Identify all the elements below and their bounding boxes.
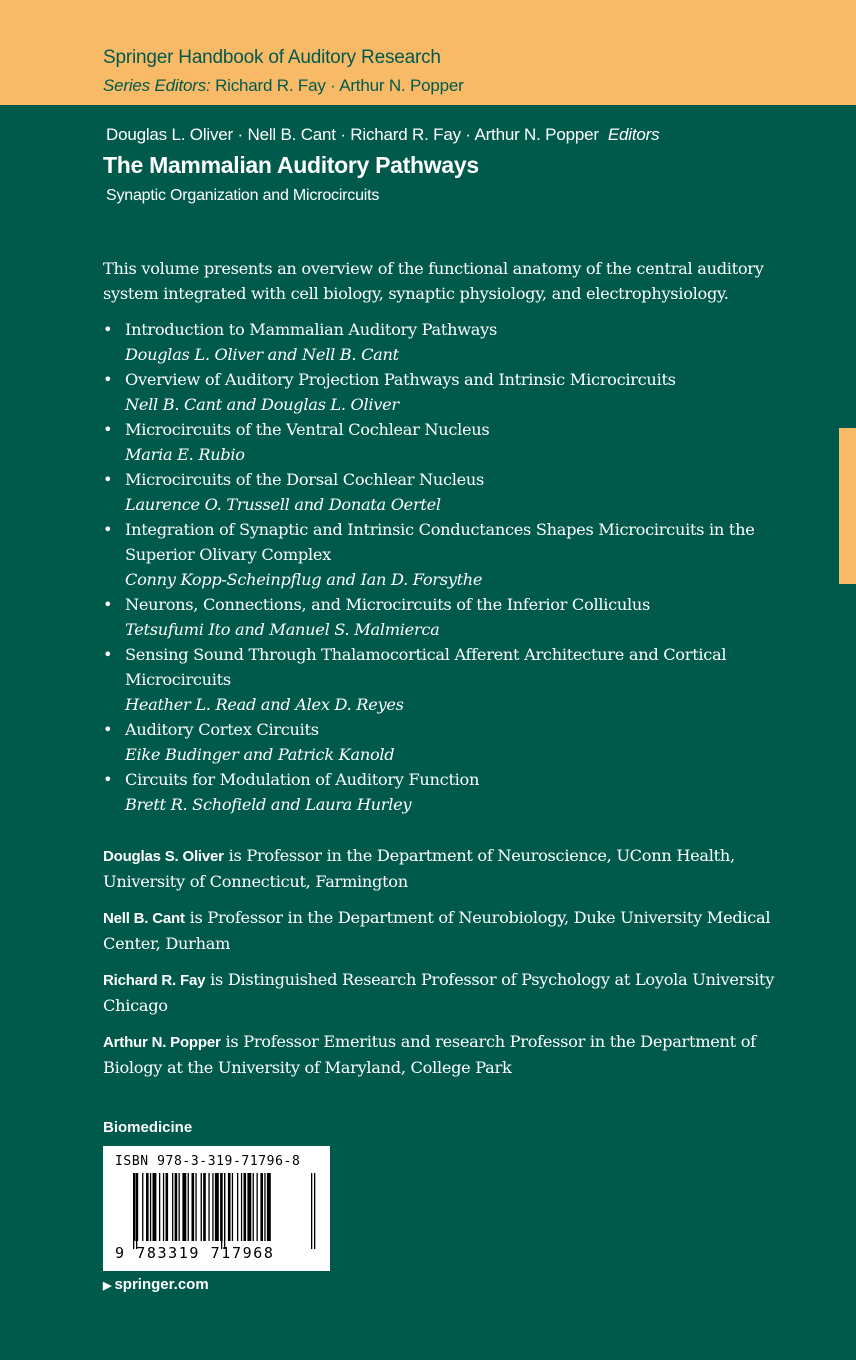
- side-color-tab: [839, 428, 856, 584]
- bio-fay: [103, 967, 803, 1018]
- series-editors-label: Series Editors:: [103, 76, 211, 95]
- chapter-title: Microcircuits of the Dorsal Cochlear Nucleus: [125, 470, 485, 489]
- chapter-authors: Eike Budinger and Patrick Kanold: [125, 745, 395, 764]
- bio-cant: [103, 905, 803, 956]
- chapter-title: Integration of Synaptic and Intrinsic Conductances Shapes Microcircuits in the Superior Olivary Complex: [125, 520, 755, 564]
- website-text: springer.com: [114, 1276, 209, 1293]
- chapter-authors: Maria E. Rubio: [125, 445, 245, 464]
- chapter-authors: Nell B. Cant and Douglas L. Oliver: [125, 395, 399, 414]
- bullet-icon: •: [103, 370, 113, 389]
- bio-name: Nell B. Cant: [103, 910, 185, 927]
- bio-name: Arthur N. Popper: [103, 1034, 221, 1051]
- chapter-authors: Heather L. Read and Alex D. Reyes: [125, 695, 404, 714]
- bio-text: is Professor in the Department of Neurobiology, Duke University Medical Center, Durham: [103, 908, 771, 953]
- book-subtitle: Synaptic Organization and Microcircuits: [106, 187, 380, 204]
- book-editors: [106, 125, 659, 145]
- chapter-authors: Laurence O. Trussell and Donata Oertel: [125, 495, 441, 514]
- chapter-title: Sensing Sound Through Thalamocortical Afferent Architecture and Cortical Microcircuits: [125, 645, 727, 689]
- bio-name: Richard R. Fay: [103, 972, 206, 989]
- bullet-icon: •: [103, 320, 113, 339]
- series-editors: [103, 76, 464, 96]
- publisher-website[interactable]: [103, 1276, 209, 1293]
- book-editors-names: Douglas L. Oliver · Nell B. Cant · Richard R. Fay · Arthur N. Popper: [106, 125, 599, 144]
- intro-paragraph: This volume presents an overview of the functional anatomy of the central auditory system integrated with cell biology, synaptic physiology, and electrophysiology.: [103, 259, 764, 303]
- bullet-icon: •: [103, 595, 113, 614]
- bullet-icon: •: [103, 645, 113, 664]
- arrow-icon: ▶: [103, 1280, 112, 1292]
- bullet-icon: •: [103, 520, 113, 539]
- chapter-authors: Brett R. Schofield and Laura Hurley: [125, 795, 412, 814]
- bullet-icon: •: [103, 420, 113, 439]
- bio-text: is Distinguished Research Professor of Psychology at Loyola University Chicago: [103, 970, 775, 1015]
- chapter-item: [103, 367, 803, 417]
- bio-text: is Professor in the Department of Neuroscience, UConn Health, University of Connecticut, Farmington: [103, 846, 735, 891]
- chapter-item: [103, 767, 803, 817]
- book-editors-role: Editors: [607, 125, 660, 144]
- chapter-title: Microcircuits of the Ventral Cochlear Nucleus: [125, 420, 490, 439]
- bio-name: Douglas S. Oliver: [103, 848, 224, 865]
- barcode-digits: 9 783319 717968: [115, 1244, 275, 1262]
- series-editors-names: Richard R. Fay · Arthur N. Popper: [215, 76, 464, 95]
- bio-text: is Professor Emeritus and research Professor in the Department of Biology at the University of Maryland, College Park: [103, 1032, 756, 1077]
- isbn-label: ISBN 978-3-319-71796-8: [115, 1154, 301, 1169]
- category-label: Biomedicine: [103, 1119, 193, 1136]
- chapter-title: Auditory Cortex Circuits: [125, 720, 319, 739]
- chapter-item: [103, 467, 803, 517]
- chapter-item: [103, 317, 803, 367]
- chapter-item: [103, 517, 803, 592]
- series-title: Springer Handbook of Auditory Research: [103, 47, 441, 68]
- chapter-authors: Conny Kopp-Scheinpflug and Ian D. Forsythe: [125, 570, 483, 589]
- isbn-barcode: [103, 1146, 330, 1271]
- chapter-item: [103, 717, 803, 767]
- book-title: The Mammalian Auditory Pathways: [103, 152, 479, 178]
- chapter-item: [103, 642, 803, 717]
- chapter-title: Circuits for Modulation of Auditory Function: [125, 770, 480, 789]
- chapter-item: [103, 592, 803, 642]
- bio-popper: [103, 1029, 803, 1080]
- chapter-title: Introduction to Mammalian Auditory Pathways: [125, 320, 497, 339]
- chapter-title: Overview of Auditory Projection Pathways and Intrinsic Microcircuits: [125, 370, 676, 389]
- chapter-item: [103, 417, 803, 467]
- chapter-title: Neurons, Connections, and Microcircuits of the Inferior Colliculus: [125, 595, 650, 614]
- chapter-list: [103, 317, 803, 817]
- bio-oliver: [103, 843, 803, 894]
- bullet-icon: •: [103, 770, 113, 789]
- bullet-icon: •: [103, 720, 113, 739]
- chapter-authors: Douglas L. Oliver and Nell B. Cant: [125, 345, 399, 364]
- chapter-authors: Tetsufumi Ito and Manuel S. Malmierca: [125, 620, 440, 639]
- bullet-icon: •: [103, 470, 113, 489]
